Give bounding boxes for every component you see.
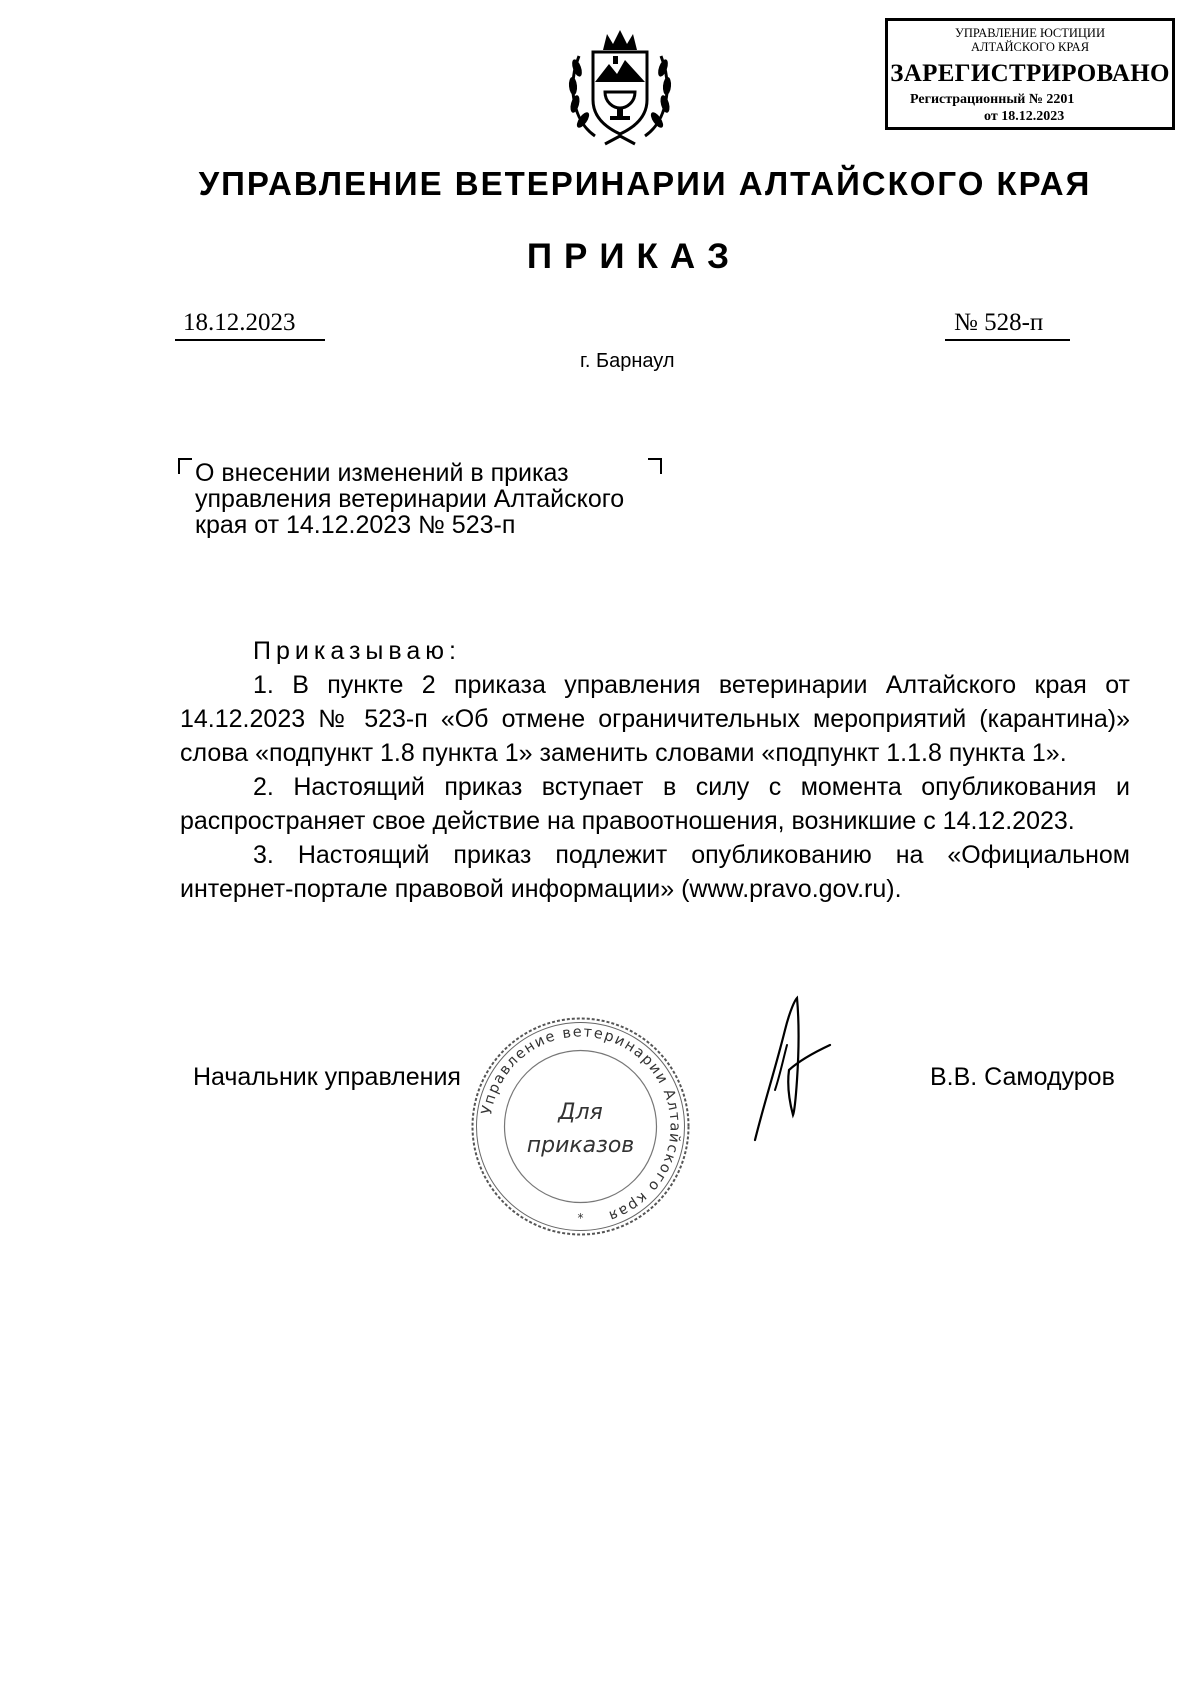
stamp-reg-date: от 18.12.2023 bbox=[984, 109, 1065, 124]
svg-text:*: * bbox=[577, 1211, 584, 1225]
body-paragraph-2: 2. Настоящий приказ вступает в силу с момента опубликования и распространяет свое действие на правоотношения, возникшие с 14.12.2023. bbox=[180, 773, 1130, 835]
registration-stamp bbox=[885, 18, 1175, 130]
subject-line: края от 14.12.2023 № 523-п bbox=[195, 511, 516, 539]
document-city: г. Барнаул bbox=[580, 350, 675, 372]
body-paragraph-1: 1. В пункте 2 приказа управления ветеринарии Алтайского края от 14.12.2023 № 523-п «Об отмене ограничительных мероприятий (карантина)» слова «подпункт 1.8 пункта 1» заменить словами «подпункт 1.1.8 пункта 1». bbox=[180, 671, 1130, 767]
seal-ring-text: Управление ветеринарии Алтайского края bbox=[479, 1024, 683, 1225]
subject-line: О внесении изменений в приказ bbox=[195, 459, 569, 487]
document-type: ПРИКАЗ bbox=[526, 237, 742, 276]
document-subject bbox=[195, 460, 665, 538]
body-paragraph-3: 3. Настоящий приказ подлежит опубликованию на «Официальном интернет-портале правовой информации» (www.pravo.gov.ru). bbox=[180, 841, 1130, 903]
number-underline bbox=[945, 339, 1070, 341]
stamp-ministry-line1: УПРАВЛЕНИЕ ЮСТИЦИИ bbox=[955, 26, 1105, 40]
subject-line: управления ветеринарии Алтайского bbox=[195, 485, 625, 513]
document-number: № 528-п bbox=[954, 309, 1044, 336]
body-heading: Приказываю: bbox=[253, 637, 461, 665]
altai-krai-coat-of-arms-icon bbox=[565, 26, 675, 150]
official-seal bbox=[468, 1014, 693, 1239]
document-body bbox=[180, 634, 1130, 906]
stamp-status: ЗАРЕГИСТРИРОВАНО bbox=[890, 60, 1170, 87]
stamp-ministry-line2: АЛТАЙСКОГО КРАЯ bbox=[970, 40, 1090, 54]
date-underline bbox=[175, 339, 325, 341]
subject-corner-left bbox=[178, 458, 192, 474]
seal-center-line1: Для bbox=[558, 1100, 603, 1125]
seal-center-line2: приказов bbox=[526, 1133, 635, 1158]
document-date: 18.12.2023 bbox=[183, 309, 296, 336]
signatory-position: Начальник управления bbox=[193, 1063, 461, 1091]
handwritten-signature bbox=[745, 990, 855, 1150]
stamp-reg-number: Регистрационный № 2201 bbox=[910, 92, 1075, 107]
signatory-name: В.В. Самодуров bbox=[930, 1063, 1115, 1091]
organization-title: УПРАВЛЕНИЕ ВЕТЕРИНАРИИ АЛТАЙСКОГО КРАЯ bbox=[198, 165, 1092, 202]
